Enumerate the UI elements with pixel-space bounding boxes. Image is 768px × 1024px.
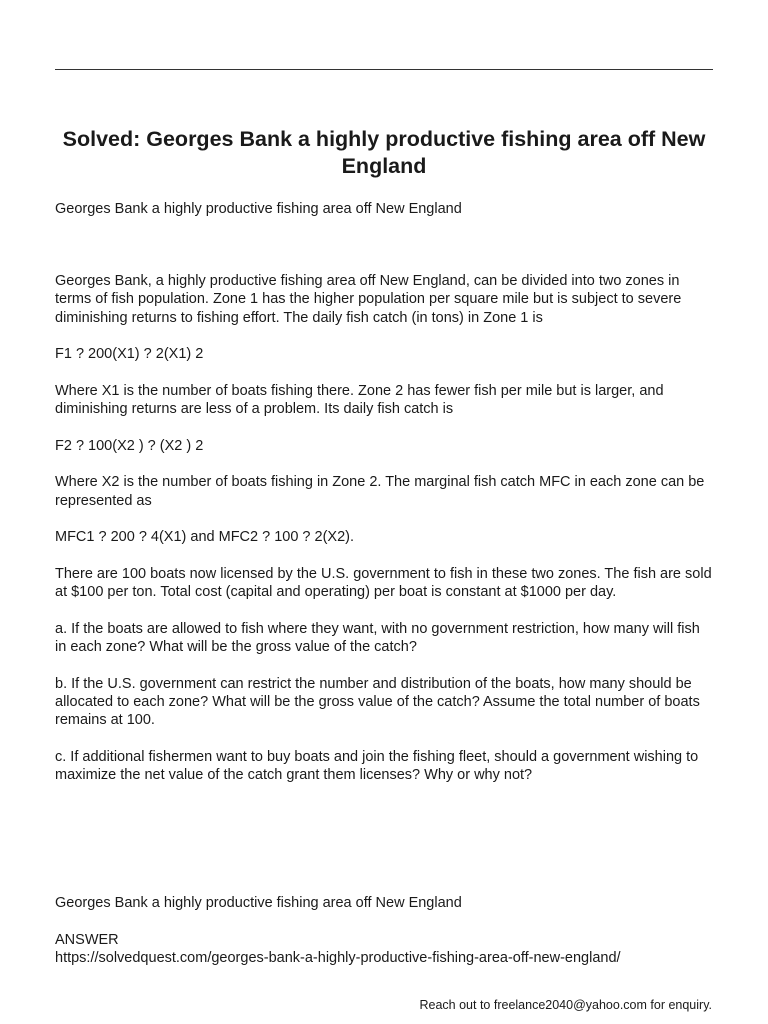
page-title: Solved: Georges Bank a highly productive fishing area off New England bbox=[62, 127, 706, 178]
question-b: b. If the U.S. government can restrict the number and distribution of the boats, how many should be allocated to each zone? What will be the gross value of the catch? Assume the total number of boats remains at 100. bbox=[55, 675, 700, 729]
answer-link[interactable]: https://solvedquest.com/georges-bank-a-highly-productive-fishing-area-off-new-england/ bbox=[55, 949, 621, 966]
page-subtitle: Georges Bank a highly productive fishing area off New England bbox=[55, 201, 462, 217]
answer-section bbox=[55, 894, 715, 967]
marginal-catch-paragraph: Where X2 is the number of boats fishing in Zone 2. The marginal fish catch MFC in each zone can be represented as bbox=[55, 474, 705, 509]
header-divider bbox=[55, 69, 713, 70]
intro-paragraph: Georges Bank, a highly productive fishing area off New England, can be divided into two zones in terms of fish population. Zone 1 has the higher population per square mile but is subject to severe diminishing returns to fishing effort. The daily fish catch (in tons) in Zone 1 is bbox=[55, 273, 682, 326]
marginal-catch-equation: MFC1 ? 200 ? 4(X1) and MFC2 ? 100 ? 2(X2). bbox=[55, 529, 355, 546]
question-body bbox=[55, 272, 715, 803]
zone2-intro-paragraph: Where X1 is the number of boats fishing there. Zone 2 has fewer fish per mile but is larger, and diminishing returns are less of a problem. Its daily fish catch is bbox=[55, 382, 664, 418]
zone2-equation: F2 ? 100(X2 ) ? (X2 ) 2 bbox=[55, 437, 204, 454]
question-a: a. If the boats are allowed to fish where they want, with no government restriction, how many will fish in each zone? What will be the gross value of the catch? bbox=[55, 620, 700, 655]
question-c: c. If additional fishermen want to buy boats and join the fishing fleet, should a government wishing to maximize the net value of the catch grant them licenses? Why or why not? bbox=[55, 748, 699, 784]
zone1-equation: F1 ? 200(X1) ? 2(X1) 2 bbox=[55, 346, 204, 363]
boats-cost-paragraph: There are 100 boats now licensed by the U.S. government to fish in these two zones. The fish are sold at $100 per ton. Total cost (capital and operating) per boat is constant at $1000 per day. bbox=[55, 565, 712, 601]
answer-label: ANSWER bbox=[55, 931, 119, 948]
footer-title: Georges Bank a highly productive fishing area off New England bbox=[55, 895, 462, 911]
spacer bbox=[55, 912, 715, 930]
enquiry-note: Reach out to freelance2040@yahoo.com for enquiry. bbox=[419, 998, 712, 1012]
